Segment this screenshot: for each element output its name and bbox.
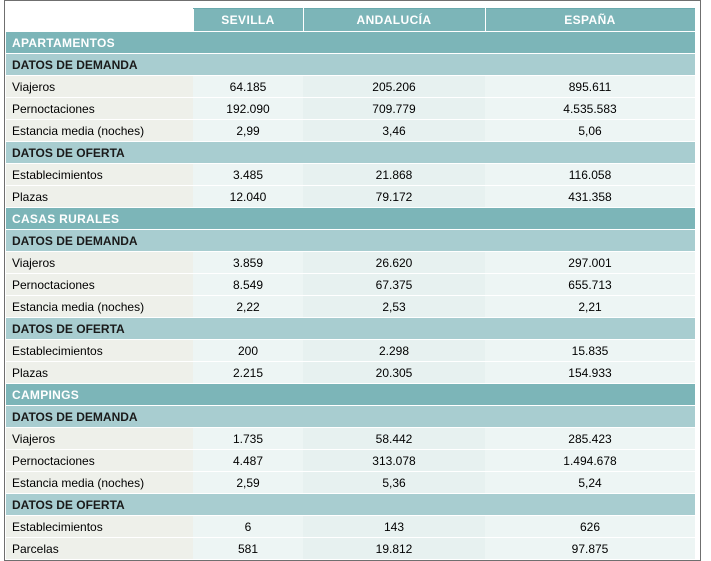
section-band-row <box>6 208 705 230</box>
group-title: DATOS DE OFERTA <box>6 318 695 340</box>
row-label: Viajeros <box>6 252 193 274</box>
cell-sevilla: 2,22 <box>193 296 303 318</box>
row-label: Plazas <box>6 362 193 384</box>
cell-espana: 655.713 <box>485 274 695 296</box>
table-row <box>6 516 705 538</box>
cell-sevilla: 1.735 <box>193 428 303 450</box>
row-label: Establecimientos <box>6 164 193 186</box>
row-label: Pernoctaciones <box>6 274 193 296</box>
cell-espana: 5,06 <box>485 120 695 142</box>
table-row <box>6 164 705 186</box>
cell-andalucia: 5,36 <box>303 472 485 494</box>
cell-sevilla: 64.185 <box>193 76 303 98</box>
group-title: DATOS DE DEMANDA <box>6 406 695 428</box>
table-row <box>6 252 705 274</box>
group-title: DATOS DE OFERTA <box>6 142 695 164</box>
group-title: DATOS DE DEMANDA <box>6 54 695 76</box>
cell-espana: 895.611 <box>485 76 695 98</box>
cell-espana: 1.494.678 <box>485 450 695 472</box>
table-row <box>6 340 705 362</box>
cell-sevilla: 4.487 <box>193 450 303 472</box>
row-label: Plazas <box>6 186 193 208</box>
cell-andalucia: 58.442 <box>303 428 485 450</box>
cell-andalucia: 26.620 <box>303 252 485 274</box>
group-band-row <box>6 142 705 164</box>
group-band-row <box>6 54 705 76</box>
cell-sevilla: 8.549 <box>193 274 303 296</box>
table-body <box>6 9 705 560</box>
cell-sevilla: 2,99 <box>193 120 303 142</box>
cell-andalucia: 709.779 <box>303 98 485 120</box>
cell-sevilla: 2.215 <box>193 362 303 384</box>
cell-andalucia: 79.172 <box>303 186 485 208</box>
table-row <box>6 450 705 472</box>
cell-espana: 154.933 <box>485 362 695 384</box>
section-band-row <box>6 384 705 406</box>
row-label: Estancia media (noches) <box>6 472 193 494</box>
cell-espana: 116.058 <box>485 164 695 186</box>
cell-espana: 297.001 <box>485 252 695 274</box>
table-row <box>6 296 705 318</box>
section-title: CAMPINGS <box>6 384 695 406</box>
column-header-andalucia: ANDALUCÍA <box>303 9 485 32</box>
cell-espana: 97.875 <box>485 538 695 560</box>
cell-andalucia: 143 <box>303 516 485 538</box>
row-label: Viajeros <box>6 428 193 450</box>
cell-andalucia: 20.305 <box>303 362 485 384</box>
cell-andalucia: 2,53 <box>303 296 485 318</box>
tourism-statistics-table <box>6 8 705 560</box>
section-title: CASAS RURALES <box>6 208 695 230</box>
row-label: Pernoctaciones <box>6 450 193 472</box>
group-title: DATOS DE OFERTA <box>6 494 695 516</box>
row-label: Viajeros <box>6 76 193 98</box>
cell-sevilla: 581 <box>193 538 303 560</box>
cell-espana: 285.423 <box>485 428 695 450</box>
row-label: Establecimientos <box>6 516 193 538</box>
cell-sevilla: 3.859 <box>193 252 303 274</box>
column-header-sevilla: SEVILLA <box>193 9 303 32</box>
frame-line-top <box>4 0 701 1</box>
column-header-espana: ESPAÑA <box>485 9 695 32</box>
cell-espana: 5,24 <box>485 472 695 494</box>
cell-andalucia: 3,46 <box>303 120 485 142</box>
cell-espana: 4.535.583 <box>485 98 695 120</box>
row-label: Estancia media (noches) <box>6 120 193 142</box>
cell-andalucia: 313.078 <box>303 450 485 472</box>
table-row <box>6 362 705 384</box>
cell-sevilla: 192.090 <box>193 98 303 120</box>
table-row <box>6 120 705 142</box>
section-band-row <box>6 32 705 54</box>
cell-espana: 626 <box>485 516 695 538</box>
cell-sevilla: 3.485 <box>193 164 303 186</box>
group-band-row <box>6 318 705 340</box>
table-header-row <box>6 9 705 32</box>
cell-espana: 2,21 <box>485 296 695 318</box>
cell-sevilla: 200 <box>193 340 303 362</box>
table-row <box>6 76 705 98</box>
frame-line-right <box>700 0 701 561</box>
cell-andalucia: 21.868 <box>303 164 485 186</box>
frame-line-left <box>4 0 5 561</box>
section-title: APARTAMENTOS <box>6 32 695 54</box>
cell-andalucia: 205.206 <box>303 76 485 98</box>
row-label: Establecimientos <box>6 340 193 362</box>
row-label: Pernoctaciones <box>6 98 193 120</box>
row-label: Parcelas <box>6 538 193 560</box>
table-row <box>6 274 705 296</box>
cell-andalucia: 2.298 <box>303 340 485 362</box>
group-band-row <box>6 494 705 516</box>
table-row <box>6 472 705 494</box>
table-row <box>6 428 705 450</box>
column-header-blank <box>6 9 193 32</box>
cell-sevilla: 2,59 <box>193 472 303 494</box>
table-row <box>6 98 705 120</box>
cell-sevilla: 6 <box>193 516 303 538</box>
group-band-row <box>6 406 705 428</box>
cell-andalucia: 67.375 <box>303 274 485 296</box>
cell-andalucia: 19.812 <box>303 538 485 560</box>
cell-espana: 15.835 <box>485 340 695 362</box>
row-label: Estancia media (noches) <box>6 296 193 318</box>
cell-espana: 431.358 <box>485 186 695 208</box>
group-title: DATOS DE DEMANDA <box>6 230 695 252</box>
table-row <box>6 186 705 208</box>
cell-sevilla: 12.040 <box>193 186 303 208</box>
group-band-row <box>6 230 705 252</box>
table-row <box>6 538 705 560</box>
